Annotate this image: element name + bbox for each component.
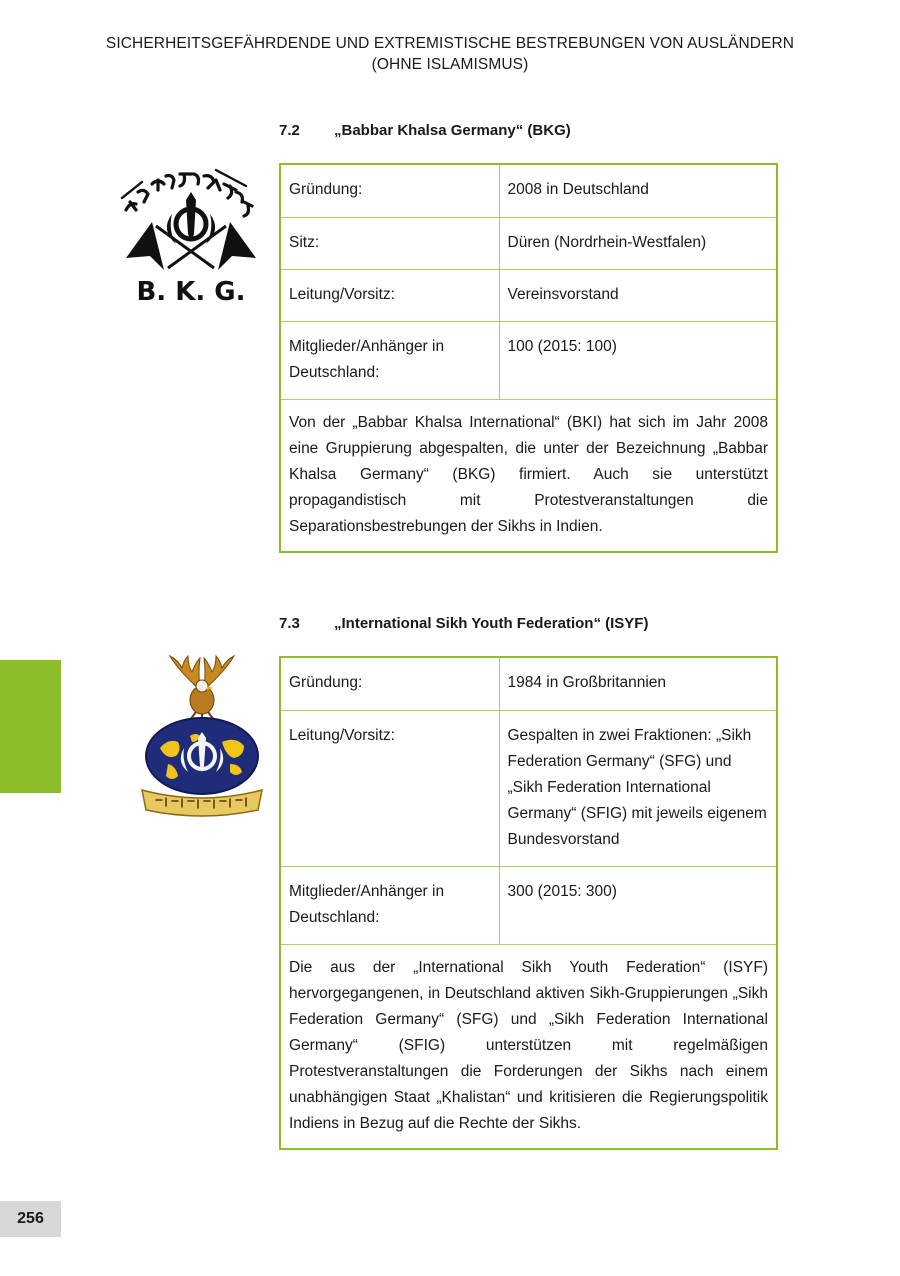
table-row	[281, 658, 776, 710]
fact-table	[281, 658, 776, 944]
section-heading-isyf	[279, 614, 648, 634]
table-row	[281, 165, 776, 217]
running-head-line-1: SICHERHEITSGEFÄHRDENDE UND EXTREMISTISCHE BESTREBUNGEN VON AUSLÄNDERN	[105, 35, 795, 52]
table-row	[281, 217, 776, 269]
section-number: 7.3	[279, 615, 300, 632]
row-label: Mitglieder/Anhänger in Deutschland:	[281, 321, 499, 399]
table-row	[281, 710, 776, 866]
row-value: 1984 in Großbritannien	[507, 674, 667, 691]
row-label: Gründung:	[281, 658, 499, 710]
section-title: „International Sikh Youth Federation“ (ISYF)	[334, 615, 649, 632]
section-title: „Babbar Khalsa Germany“ (BKG)	[334, 122, 571, 139]
fact-table	[281, 165, 776, 399]
row-value: Düren (Nordrhein-Westfalen)	[499, 217, 776, 269]
info-box-bkg	[279, 163, 778, 553]
section-description: Die aus der „International Sikh Youth Federation“ (ISYF) hervorgegangenen, in Deutschland aktiven Sikh-Gruppierungen „Sikh Federation Germany“ (SFG) und „Sikh Federation International Germany“ (SFIG) unterstützen mit regelmäßigen Protestveranstaltungen die Forderungen der Sikhs nach einem unabhängigen Staat „Khalistan“ und kritisieren die Regierungspolitik Indiens in Bezug auf die Rechte der Sikhs.	[281, 944, 776, 1137]
row-value: 100 (2015: 100)	[499, 321, 776, 399]
bkg-emblem-icon	[118, 162, 264, 308]
table-row	[281, 866, 776, 944]
isyf-emblem-icon	[138, 652, 266, 818]
info-box-isyf	[279, 656, 778, 1150]
page-number: 256	[0, 1201, 61, 1237]
row-label: Leitung/Vorsitz:	[281, 269, 499, 321]
row-label: Sitz:	[281, 217, 499, 269]
section-heading-bkg	[279, 121, 571, 141]
row-value: 300 (2015: 300)	[499, 866, 776, 944]
bkg-emblem-caption: B. K. G.	[136, 277, 246, 307]
running-head	[60, 33, 840, 75]
running-head-line-2: (OHNE ISLAMISMUS)	[371, 56, 529, 73]
chapter-side-tab	[0, 660, 61, 793]
section-description: Von der „Babbar Khalsa International“ (BKI) hat sich im Jahr 2008 eine Gruppierung abgespalten, die unter der Bezeichnung „Babbar Khalsa Germany“ (BKG) firmiert. Auch sie unterstützt propagandistisch mit Protestveranstaltungen die Separationsbestrebungen der Sikhs in Indien.	[281, 399, 776, 540]
row-value: Vereinsvorstand	[499, 269, 776, 321]
table-row	[281, 321, 776, 399]
row-label: Gründung:	[281, 165, 499, 217]
row-label: Mitglieder/Anhänger in Deutschland:	[281, 866, 499, 944]
row-label: Leitung/Vorsitz:	[281, 710, 499, 866]
table-row	[281, 269, 776, 321]
section-number: 7.2	[279, 122, 300, 139]
row-value: 2008 in Deutschland	[507, 181, 649, 198]
row-value: Gespalten in zwei Fraktionen: „Sikh Federation Germany“ (SFG) und „Sikh Federation International Germany“ (SFIG) mit jeweils eigenem Bundesvorstand	[499, 710, 776, 866]
